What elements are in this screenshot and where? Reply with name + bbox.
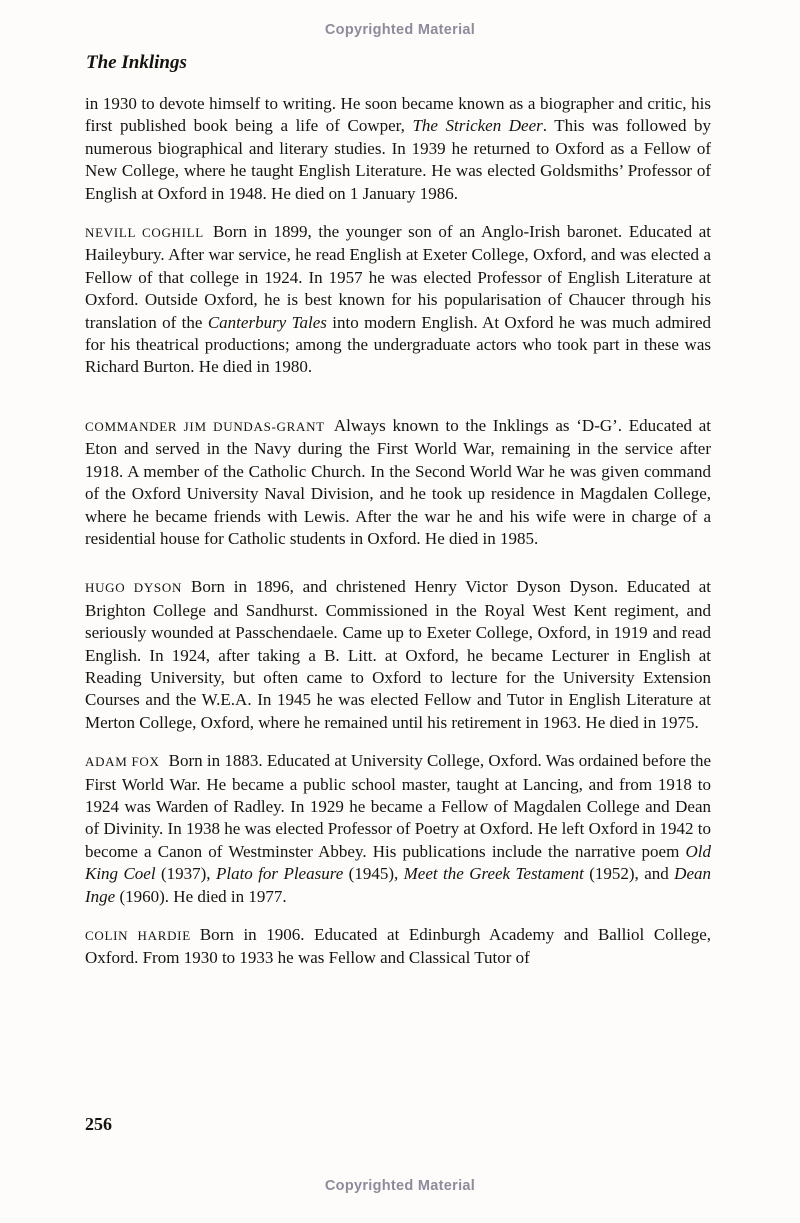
entry-paragraph-adam-fox	[85, 750, 711, 908]
text-segment: in 1930 to devote himself to writing. He soon became known as a biographer and critic, his first published book being a life of Cowper,	[85, 94, 711, 136]
text-segment: . This was followed by numerous biographical and literary studies. In 1939 he returned to Oxford as a Fellow of New College, where he taught English Literature. He was elected Goldsmiths’ Professor of English at Oxford in 1948. He died on 1 January 1986.	[85, 116, 711, 203]
book-title: Old King Coel	[85, 841, 711, 884]
entry-paragraph-david-cecil-continuation	[85, 93, 711, 205]
text-segment: (1937),	[155, 864, 216, 884]
text-segment: (1952), and	[583, 864, 675, 884]
text-segment: Born in 1896, and christened Henry Victor Dyson Dyson. Educated at Brighton College and Sandhurst. Commissioned in the Royal West Kent regiment, and seriously wounded at Passchendaele. Came up to Exeter College, Oxford, in 1919 and read English. In 1924, after taking a B. Litt. at Oxford, he became Lecturer in English at Reading University, but often came to Oxford to lecture for the University Extension Courses and the W.E.A. In 1945 he was elected Fellow and Tutor in English Literature at Merton College, Oxford, where he remained until his retirement in 1963. He died in 1975.	[85, 577, 711, 732]
book-title: Dean Inge	[85, 864, 711, 906]
entry-name: NEVILL COGHILL	[85, 225, 204, 241]
book-title: Plato for Pleasure	[215, 864, 344, 884]
entry-name: COMMANDER JIM DUNDAS-GRANT	[85, 418, 325, 434]
entry-paragraph-colin-hardie	[85, 924, 711, 970]
text-segment: into modern English. At Oxford he was much admired for his theatrical productions; among the undergraduate actors who took part in these was Richard Burton. He died in 1980.	[85, 312, 711, 377]
entry-paragraph-nevill-coghill	[85, 221, 711, 379]
text-segment: Born in 1883. Educated at University College, Oxford. Was ordained before the First World War. He became a public school master, taught at Lancing, and from 1918 to 1924 was Warden of Radley. In 1929 he became a Fellow of Magdalen College and Dean of Divinity. In 1938 he was elected Professor of Poetry at Oxford. He left Oxford in 1942 to become a Canon of Westminster Abbey. His publications include the narrative poem	[85, 751, 711, 861]
entry-name: COLIN HARDIE	[85, 928, 191, 943]
page-number: 256	[85, 1114, 112, 1134]
book-title: Canterbury Tales	[207, 312, 327, 332]
copyright-notice-top: Copyrighted Material	[324, 22, 476, 38]
text-segment: (1945),	[343, 864, 404, 884]
book-title: The Stricken Deer	[412, 116, 543, 136]
copyright-notice-bottom: Copyrighted Material	[324, 1178, 476, 1194]
running-header: The Inklings	[86, 52, 187, 73]
entry-paragraph-jim-dundas-grant	[85, 415, 711, 550]
book-title: Meet the Greek Testament	[403, 864, 584, 884]
text-segment: (1960). He died in 1977.	[115, 886, 287, 906]
page-body	[85, 93, 711, 970]
text-segment: Always known to the Inklings as ‘D-G’. Educated at Eton and served in the Navy during the First World War, remaining in the service after 1918. A member of the Catholic Church. In the Second World War he was given command of the Oxford University Naval Division, and he took up residence in Magdalen College, where he became friends with Lewis. After the war he and his wife were in charge of a residential house for Catholic students in Oxford. He died in 1985.	[85, 415, 711, 548]
entry-name: ADAM FOX	[85, 754, 160, 770]
entry-name: HUGO DYSON	[85, 580, 183, 596]
text-segment: Born in 1899, the younger son of an Anglo-Irish baronet. Educated at Haileybury. After war service, he read English at Exeter College, Oxford, and was elected a Fellow of that college in 1924. In 1957 he was elected Professor of English Literature at Oxford. Outside Oxford, he is best known for his popularisation of Chaucer through his translation of the	[85, 222, 711, 332]
text-segment: Born in 1906. Educated at Edinburgh Academy and Balliol College, Oxford. From 1930 to 1933 he was Fellow and Classical Tutor of	[85, 925, 711, 968]
entry-paragraph-hugo-dyson	[85, 576, 711, 734]
